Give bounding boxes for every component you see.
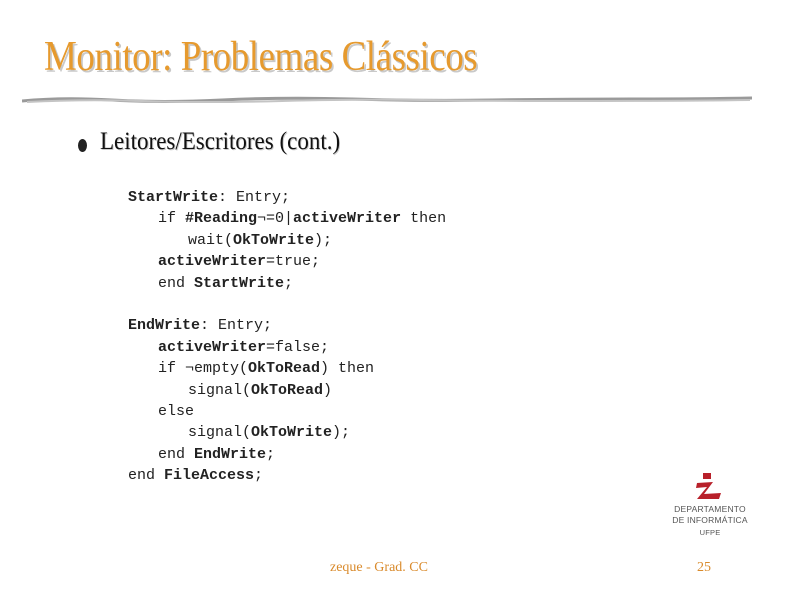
code-token: ; [266,445,276,463]
code-token: else [158,402,195,420]
code-line [128,401,446,422]
logo-text-line2: DE INFORMÁTICA [672,515,748,525]
code-line [128,380,446,401]
code-line [128,337,446,358]
code-token: then [401,210,447,228]
code-line [128,273,446,294]
code-token: signal( [188,424,252,442]
code-token: =true; [266,253,321,271]
code-token: ); [332,424,351,442]
code-token: activeWriter [293,210,402,228]
code-token: activeWriter [158,338,267,356]
code-token: wait( [188,231,234,249]
code-token: EndWrite [128,317,201,335]
logo-text-line1: DEPARTAMENTO [674,504,746,514]
code-token: ¬=0| [257,210,294,228]
logo-text-line3: UFPE [699,528,721,537]
code-token: StartWrite [194,274,285,292]
code-token: =false; [266,338,330,356]
slide-title: Monitor: Problemas Clássicos [44,34,478,80]
code-token: end [158,274,195,292]
code-line [128,358,446,379]
code-line [128,315,446,336]
page-number: 25 [697,560,711,575]
code-token: activeWriter [158,253,267,271]
code-token: if ¬empty( [158,360,249,378]
code-line [128,465,446,486]
code-blank-line [128,294,446,315]
code-token: ; [284,274,294,292]
code-token: OkToWrite [233,231,315,249]
bullet-dot-icon [78,139,87,152]
code-line [128,444,446,465]
bullet-text: Leitores/Escritores (cont.) [100,128,341,155]
department-logo [670,473,750,543]
code-token: signal( [188,381,252,399]
code-token: : Entry; [200,317,273,335]
code-token: #Reading [185,210,258,228]
code-token: OkToRead [251,381,324,399]
code-token: ); [314,231,333,249]
code-token: EndWrite [194,445,267,463]
code-token: OkToWrite [251,424,333,442]
code-token: ) then [320,360,375,378]
title-underline-rule [22,95,752,105]
code-line [128,251,446,272]
department-logo-icon [694,473,724,501]
footer-text: zeque - Grad. CC [330,560,428,575]
code-token: ) [323,381,333,399]
code-token: end [158,445,195,463]
code-token: end [128,467,165,485]
code-block [128,187,446,486]
code-line [128,208,446,229]
code-token: FileAccess [164,467,255,485]
code-token: OkToRead [248,360,321,378]
code-token: ; [254,467,264,485]
code-token: StartWrite [128,189,219,206]
code-line [128,422,446,443]
code-line [128,230,446,251]
code-token: : Entry; [218,189,291,206]
code-token: if [158,210,186,228]
code-line [128,187,446,208]
